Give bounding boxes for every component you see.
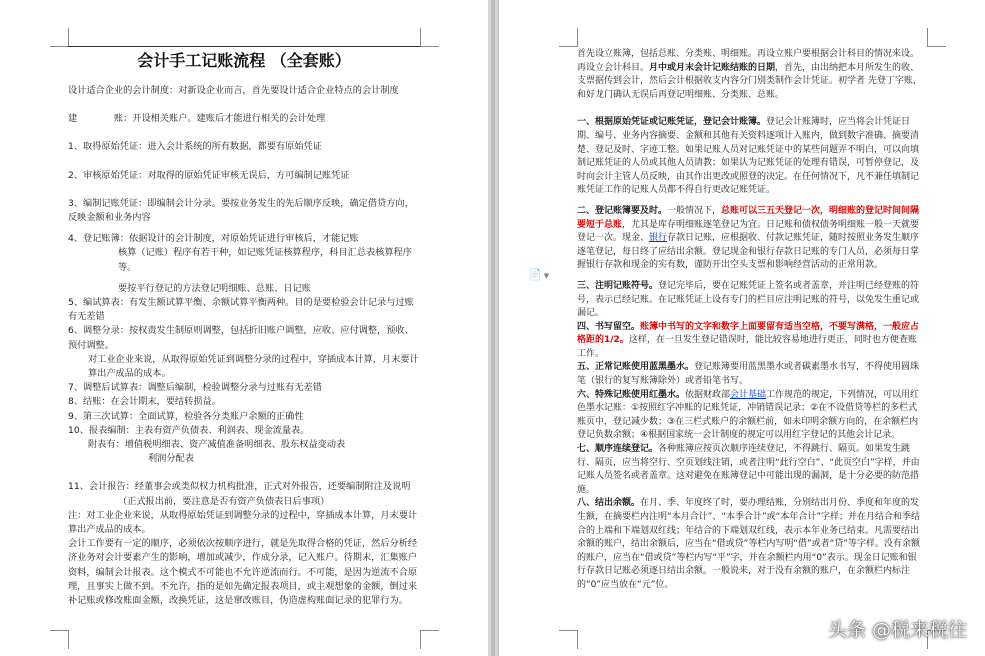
emphasis-text: 八、结出余额。 [577,498,641,509]
text-run: 这样，在一旦发生登记错误时，能比较容易地进行更正，同时也方便查账工作。 [577,335,917,359]
paragraph: 2、审核原始凭证：对取得的原始凭证审核无误后，方可编制记账凭证 [68,169,350,181]
right-page-body [577,48,925,593]
paragraph: 6、调整分录：按权责发生制原则调整，包括折旧账户调整，应收、应付调整，预收、预付调整。 [68,325,414,351]
crop-mark [50,630,69,649]
text-run: 各种账簿应按页次顺序连续登记，不得跳行、隔页。如果发生跳行、隔页，应当将空行、空页划线注销，或者注明“此行空白”、“此页空白”字样，并由记账人员签名或者盖章。这对避免在账簿登记中可能出现的漏洞，是十分必要的防范措施。 [577,444,920,495]
paragraph: 注：对工业企业来说，从取得原始凭证到调整分录的过程中，穿插成本计算，月末要计算出产成品的成本。 [68,509,418,536]
paragraph: 5、编试算表：有发生额试算平衡、余额试算平衡两种。目的是要检验会计记录与过账有无差错 [68,297,414,323]
paragraph: 1、取得原始凭证：进入会计系统的所有数据，都要有原始凭证 [68,141,322,153]
hyperlink[interactable]: 银行 [649,233,668,244]
paragraph: 附表有：增值税明细表、资产减值准备明细表、股东权益变动表 [88,439,346,451]
crop-mark [927,28,946,47]
page-gutter [491,0,495,656]
header-rule [68,46,420,47]
emphasis-text: 三、注明记账符号。 [577,280,659,291]
emphasis-text: 月中或月末会计记账结账的日期 [649,62,776,73]
paragraph: 设计适合企业的会计制度：对新设企业而言，首先要设计适合企业特点的会计制度 [68,85,399,96]
paragraph: 会计工作要有一定的顺序，必须依次按顺序进行，就是先取得合格的凭证，然后分析经济业务对会计要素产生的影响，增加或减少，作成分录，记入账户。待期末，汇集账户资料，编制会计报表。这个模式不可能也不允许逆流而行。不可能，是因为逆流不合原理，且事实上做不到。不允许，指的是如先确定报表项目，或主观想象的金额，倒过来补记账或修改账面金额，改换凭证，这是窜改账目，伪造虚构账面记录的犯罪行为。 [68,538,418,607]
text-run: 依据财政部 [685,389,731,400]
crop-mark [420,28,439,47]
text-run: 存款日记账，应根据收、付款记账凭证，随时按照业务发生顺序逐笔登记，每日终了应结出余额。登记现金和银行存款日记账的专门人员，必须每日掌握银行存款和现金的实有数，谨防开出空头支票和影响经营活动的正常用款。 [577,233,920,271]
watermark: 头条 @税来税往 [827,619,967,641]
paragraph: （正式报出前，要注意是否有资产负债表日后事项） [118,495,330,507]
paragraph [577,48,925,102]
crop-mark [420,630,439,649]
text-run: ，首先，由出纳把本月所发生的收、支票据传到会计，然后会计根据收支内容分门别类制作会计凭证。初学者 先登丁字账，和好龙门确认无误后再登记明细账、分类账、总账。 [577,62,922,100]
paragraph: 11、会计报告：经董事会或类似权力机构批准，正式对外报告，还要编制附注及说明 [68,481,411,493]
emphasis-text: 二、登记账簿要及时。 [577,205,668,216]
paragraph-gap [68,98,420,112]
document-icon[interactable]: 📄 ▼ [528,268,550,281]
paragraph [577,205,925,273]
paragraph: 利润分配表 [148,453,194,465]
emphasis-text: 一、根据原始凭证或记账凭证，登记会计账簿。 [577,117,767,128]
text-run: 登记完毕后，要在记账凭证上签名或者盖章，并注明已经登账的符号，表示已经记账。在记账凭证上设有专门的栏目应注明记账的符号，以免发生重记或漏记。 [577,280,920,319]
paragraph: 10、报表编制：主表有资产负债表、利润表、现金流量表。 [68,424,310,436]
paragraph-gap [68,225,420,232]
paragraph: 8、结账：在会计期末，要结转损益。 [68,396,221,408]
emphasis-text: 账簿中书写的文字和数字上面要留有适当空格，不要写满格，一般应占格距的1/2。 [577,321,920,346]
paragraph [577,389,925,443]
paragraph [577,280,925,321]
emphasis-text: 六、特殊记账使用红墨水。 [577,389,686,400]
paragraph [577,116,925,198]
left-page-body [68,84,420,608]
crop-mark [50,28,69,47]
left-page-content [68,50,420,608]
paragraph-gap [68,155,420,169]
paragraph [577,443,925,497]
emphasis-text: 总账可以三五天登记一次，明细账的登记时间间隔要短于总账 [577,205,920,230]
text-run: 登记会计账簿时，应当将会计凭证日期、编号、业务内容摘要、金额和其他有关资料逐项计入账内，做到数字准确、摘要清楚、登记及时、字迹工整。如果记账人员对记账凭证中的某些问题弄不明白，可以向填制记账凭证的人员或其他人员请教；如果认为记账凭证的处理有错误，可暂停登记，及时向会计主管人员反映，由其作出更改或照登的决定。在任何情况下，凡不兼任填制记账凭证工作的记账人员都不得自行更改记账凭证。 [577,117,920,196]
paragraph: 3、编制记账凭证：即编制会计分录。要按业务发生的先后顺序反映，确定借贷方向，反映金额和业务内容 [68,197,414,224]
chevron-down-icon: ▼ [543,272,550,280]
emphasis-text: 七、顺序连续登记。 [577,444,659,455]
hyperlink[interactable]: 会计基础 [730,389,767,400]
paragraph [577,321,925,362]
document-title: 会计手工记账流程 （全套账） [137,51,351,70]
page-divider [488,0,499,656]
paragraph: 建 账：开设相关账户。建账后才能进行相关的会计处理 [68,113,326,125]
paragraph-gap [68,466,420,480]
paragraph-gap [68,183,420,197]
paragraph-gap [577,102,925,116]
text-run: 工作规范的规定，下列情况，可以用红色墨水记账：①按照红字冲账的记账凭证，冲销错误记录；②在不设借贷等栏的多栏式账页中，登记减少数；③在三栏式账户的余额栏前，如未印明余额方向的，在余额栏内登记负数余额；④根据国家统一会计制度的规定可以用红字登记的其他会计记录。 [577,389,920,441]
paragraph: 对工业企业来说，从取得原始凭证到调整分录的过程中，穿插成本计算，月末要计算出产成品的成本。 [88,353,419,380]
paragraph: 核算（记账）程序有若干种，如记账凭证核算程序，科目汇总表核算程序等。 [118,247,412,273]
paragraph: 7、调整后试算表：调整后编制，检验调整分录与过账有无差错 [68,382,322,394]
crop-mark [559,630,578,649]
text-run: 一般情况下， [667,205,722,216]
text-run: 首先设立账簿，包括总账、分类账、明细账。再设立账户要根据会计科目的情况来设。再设立会计科目。 [577,49,920,73]
paragraph: 4、登记账簿：依据设计的会计制度，对原始凭证进行审核后，才能记账 [68,233,359,245]
paragraph-gap [577,198,925,205]
crop-mark [559,28,578,47]
emphasis-text: 五、正常记账使用蓝黑墨水。 [577,362,695,373]
paragraph [577,497,925,592]
paragraph-gap [68,126,420,140]
emphasis-text: 四、书写留空。 [577,321,641,332]
right-page-content [577,48,925,593]
paragraph-gap [68,275,420,282]
paragraph-gap [577,273,925,280]
text-run: 在月、季、年度终了时，要办理结账，分别结出月份、季度和年度的发生额，在摘要栏内注明“本月合计”、“本季合计”或“本年合计”字样；并在月结合和季结合的上端和下端划双红线；年结合的下端划双红线，表示本年业务已结束。凡需要结出余额的账户，结出余额后，应当在“借或贷”等栏内写明“借”或者“贷”等字样。没有余额的账户，应当在“借或贷”等栏内写“平”字，并在余额栏内用“0”表示。现金日记账和银行存款日记账必须逐日结出余额。一般说来，对于没有余额的账户，在余额栏内标注的“0”应当放在“元”位。 [577,498,920,590]
text-run: 登记账簿要用蓝黑墨水或者碳素墨水书写，不得使用圆珠笔（银行的复写账簿除外）或者铅笔书写。 [577,362,920,387]
paragraph: 9、第三次试算：全面试算，检验各分类账户余额的正确性 [68,410,304,422]
text-run: ，尤其是库存明细账逐笔登记为宜。日记账和债权债务明细账一般一天就要登记一次。现金、 [577,219,920,244]
paragraph: 要按平行登记的方法登记明细账、总账、日记账 [118,282,311,294]
paragraph [577,361,925,388]
